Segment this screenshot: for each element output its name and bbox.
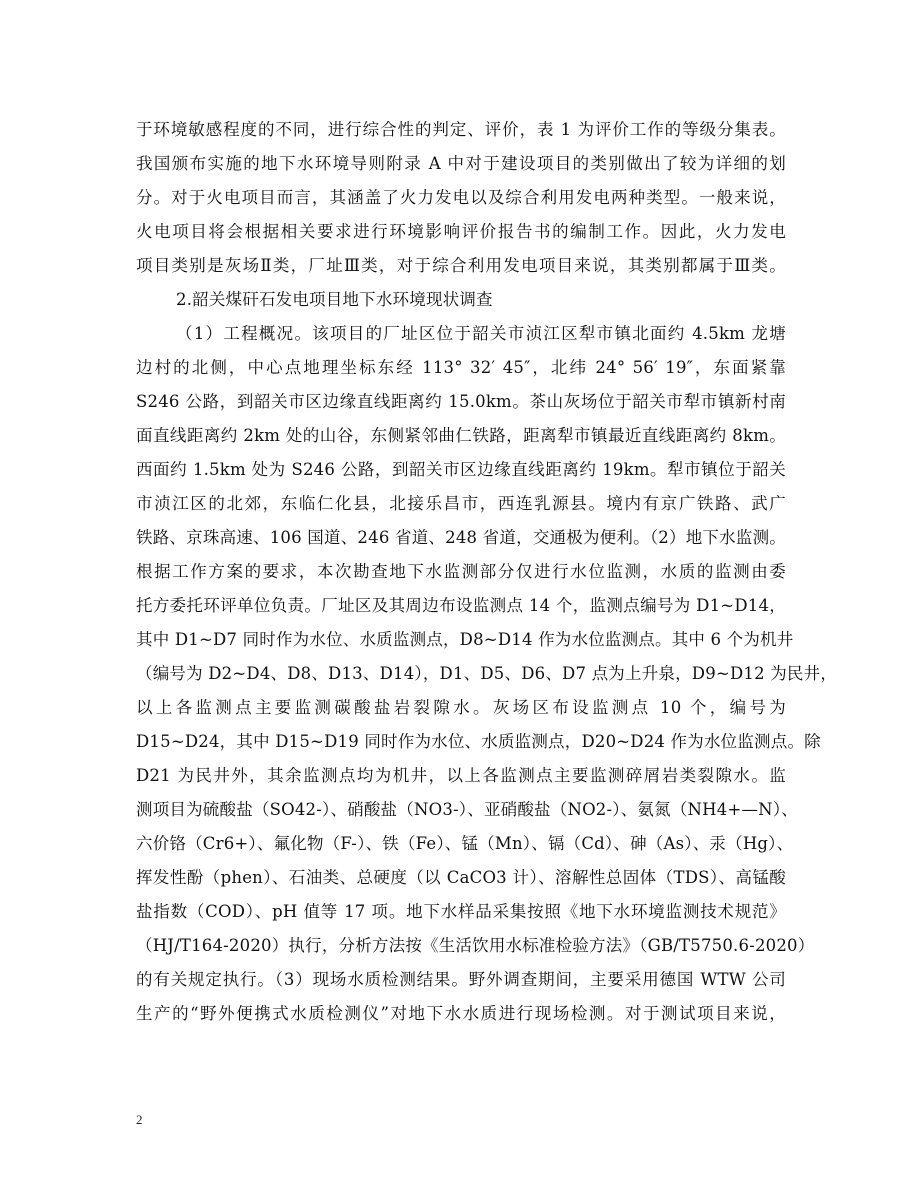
- text-line: D15~D24，其中 D15~D19 同时作为水位、水质监测点，D20~D24 作为水位监测点。除: [136, 732, 821, 751]
- text-line: 西面约 1.5km 处为 S246 公路，到韶关市区边缘直线距离约 19km。犁市镇位于韶关: [136, 460, 786, 479]
- text-line: 以上各监测点主要监测碳酸盐岩裂隙水。灰场区布设监测点 10 个，编号为: [136, 698, 786, 717]
- text-line: S246 公路，到韶关市区边缘直线距离约 15.0km。茶山灰场位于韶关市犁市镇新村南: [136, 392, 786, 411]
- page-number: 2: [136, 1112, 143, 1127]
- text-line: （编号为 D2~D4、D8、D13、D14），D1、D5、D6、D7 点为上升泉，D9~D12 为民井，: [136, 664, 838, 683]
- section-heading: 2.韶关煤矸石发电项目地下水环境现状调查: [176, 290, 493, 309]
- text-line: （HJ/T164-2020）执行，分析方法按《生活饮用水标准检验方法》（GB/T5750.6-2020）: [136, 936, 815, 955]
- text-line: 市浈江区的北郊，东临仁化县，北接乐昌市，西连乳源县。境内有京广铁路、武广: [136, 494, 786, 513]
- text-line: D21 为民井外，其余监测点均为机井，以上各监测点主要监测碎屑岩类裂隙水。监: [136, 766, 786, 785]
- text-line: 测项目为硫酸盐（SO42-）、硝酸盐（NO3-）、亚硝酸盐（NO2-）、氨氮（NH4+—N）、: [136, 800, 798, 819]
- text-line: 面直线距离约 2km 处的山谷，东侧紧邻曲仁铁路，距离犁市镇最近直线距离约 8km。: [136, 426, 786, 445]
- text-line: 托方委托环评单位负责。厂址区及其周边布设监测点 14 个，监测点编号为 D1~D14，: [136, 596, 786, 615]
- text-line: 边村的北侧，中心点地理坐标东经 113° 32′ 45″，北纬 24° 56′ 19″，东面紧靠: [136, 358, 786, 377]
- text-line: （1）工程概况。该项目的厂址区位于韶关市浈江区犁市镇北面约 4.5km 龙塘: [176, 324, 786, 343]
- text-line: 分。对于火电项目而言，其涵盖了火力发电以及综合利用发电两种类型。一般来说，: [136, 188, 786, 207]
- text-line: 我国颁布实施的地下水环境导则附录 A 中对于建设项目的类别做出了较为详细的划: [136, 154, 786, 173]
- text-line: 火电项目将会根据相关要求进行环境影响评价报告书的编制工作。因此，火力发电: [136, 222, 786, 241]
- text-line: 铁路、京珠高速、106 国道、246 省道、248 省道，交通极为便利。（2）地下水监测。: [136, 528, 786, 547]
- text-line: 于环境敏感程度的不同，进行综合性的判定、评价，表 1 为评价工作的等级分集表。: [136, 120, 786, 139]
- text-line: 盐指数（COD）、pH 值等 17 项。地下水样品采集按照《地下水环境监测技术规范》: [136, 902, 786, 921]
- text-line: 项目类别是灰场Ⅱ类，厂址Ⅲ类，对于综合利用发电项目来说，其类别都属于Ⅲ类。: [136, 256, 786, 275]
- text-line: 六价铬（Cr6+）、氟化物（F-）、铁（Fe）、锰（Mn）、镉（Cd）、砷（As）、汞（Hg）、: [136, 834, 794, 853]
- text-line: 生产的“野外便携式水质检测仪”对地下水水质进行现场检测。对于测试项目来说，: [136, 1004, 786, 1023]
- document-body: [136, 113, 838, 1031]
- text-line: 其中 D1~D7 同时作为水位、水质监测点，D8~D14 作为水位监测点。其中 6 个为机井: [136, 630, 794, 649]
- text-line: 挥发性酚（phen）、石油类、总硬度（以 CaCO3 计）、溶解性总固体（TDS）、高锰酸: [136, 868, 786, 887]
- text-line: 的有关规定执行。（3）现场水质检测结果。野外调查期间，主要采用德国 WTW 公司: [136, 970, 786, 989]
- text-line: 根据工作方案的要求，本次勘查地下水监测部分仅进行水位监测，水质的监测由委: [136, 562, 786, 581]
